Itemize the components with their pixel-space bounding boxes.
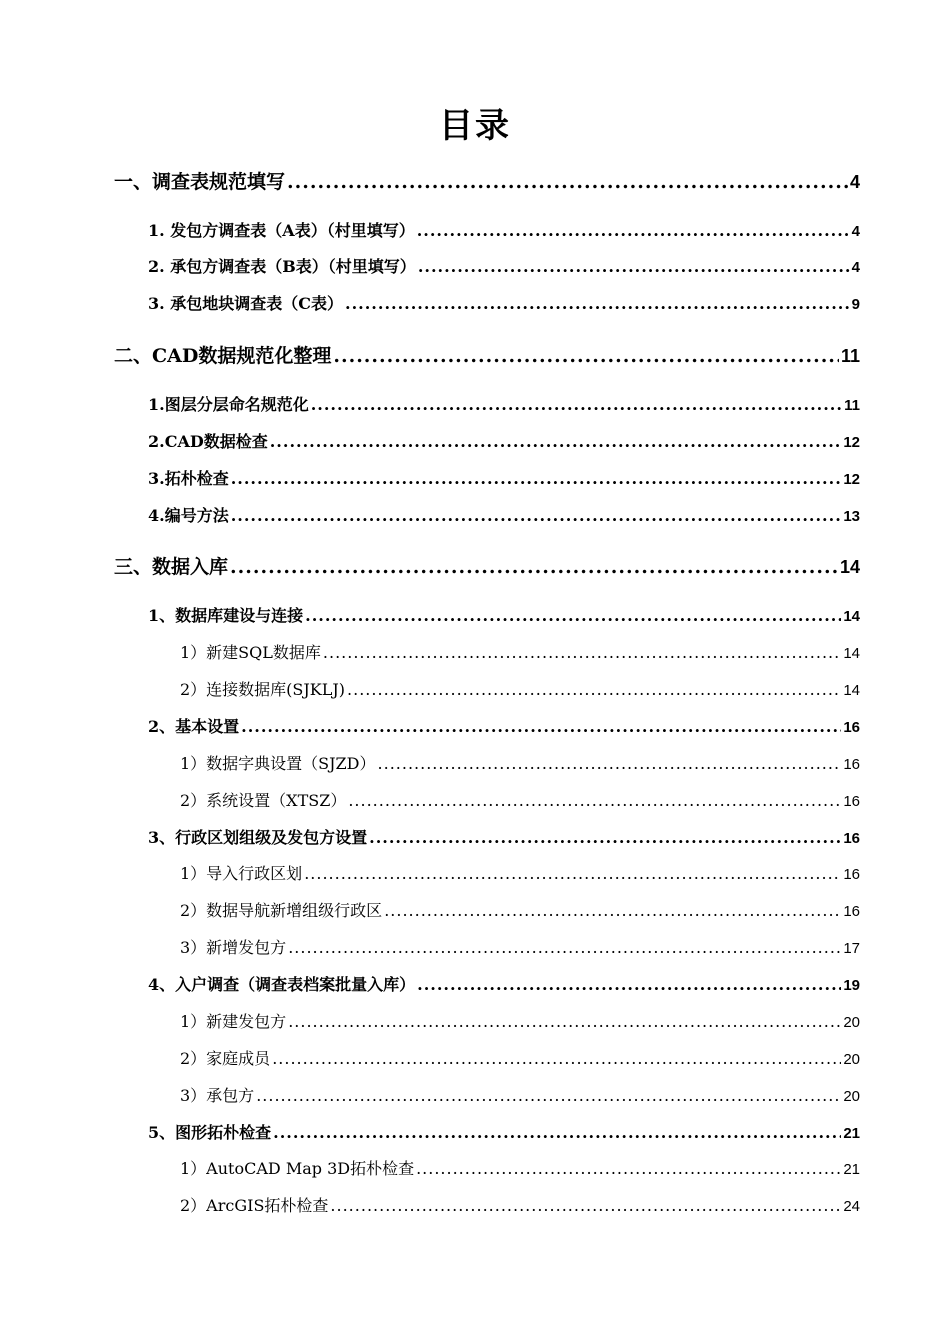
toc-entry-label: 1.图层分层命名规范化 (148, 395, 309, 414)
toc-entry-page-number: 4 (851, 259, 860, 276)
toc-entry[interactable] (114, 168, 860, 196)
toc-dot-leader (369, 826, 841, 850)
toc-dot-leader (416, 1157, 841, 1181)
toc-entry-page-number: 21 (843, 1161, 860, 1178)
toc-entry-page-number: 24 (843, 1198, 860, 1215)
toc-entry-page-number: 20 (843, 1014, 860, 1031)
toc-dot-leader (417, 219, 850, 243)
toc-entry-page-number: 14 (843, 608, 860, 625)
toc-dot-leader (347, 678, 841, 702)
toc-dot-leader (230, 553, 838, 581)
toc-entry-page-number: 20 (843, 1051, 860, 1068)
toc-dot-leader (288, 936, 841, 960)
toc-entry-label: 1. 发包方调查表（A表）（村里填写） (148, 221, 415, 240)
toc-entry-label: 1）导入行政区划 (180, 864, 303, 883)
toc-dot-leader (231, 504, 842, 528)
toc-entry-label: 三、数据入库 (114, 556, 229, 578)
toc-entry-page-number: 11 (840, 346, 860, 366)
toc-dot-leader (311, 393, 842, 417)
toc-entry-page-number: 13 (843, 508, 860, 525)
toc-entry[interactable] (148, 219, 860, 243)
toc-entry-page-number: 4 (849, 172, 860, 192)
toc-dot-leader (378, 752, 842, 776)
toc-entry-label: 2）系统设置（XTSZ） (180, 791, 347, 810)
toc-entry[interactable] (180, 899, 860, 923)
toc-entry-page-number: 17 (843, 940, 860, 957)
toc-entry[interactable] (180, 678, 860, 702)
toc-entry[interactable] (148, 973, 860, 997)
toc-entry[interactable] (180, 789, 860, 813)
toc-entry-label: 2. 承包方调查表（B表）（村里填写） (148, 257, 416, 276)
toc-entry[interactable] (148, 292, 860, 316)
toc-entry-label: 一、调查表规范填写 (114, 171, 286, 193)
toc-entry-label: 3、行政区划组级及发包方设置 (148, 828, 368, 847)
toc-dot-leader (384, 899, 841, 923)
toc-dot-leader (304, 862, 841, 886)
toc-title: 目录 (439, 106, 511, 146)
toc-dot-leader (348, 789, 841, 813)
toc-entry[interactable] (180, 1194, 860, 1218)
toc-entry-label: 1、数据库建设与连接 (148, 606, 304, 625)
toc-entry[interactable] (148, 715, 860, 739)
toc-dot-leader (305, 604, 841, 628)
toc-dot-leader (273, 1121, 841, 1145)
toc-dot-leader (323, 641, 841, 665)
toc-entry-page-number: 16 (843, 756, 860, 773)
toc-entry-label: 2）连接数据库(SJKLJ) (180, 680, 346, 699)
toc-entry-page-number: 20 (843, 1088, 860, 1105)
toc-entry-label: 3）新增发包方 (180, 938, 287, 957)
toc-dot-leader (417, 973, 841, 997)
toc-entry[interactable] (180, 1047, 860, 1071)
toc-entry-page-number: 11 (844, 397, 860, 414)
toc-dot-leader (345, 292, 850, 316)
toc-dot-leader (270, 430, 842, 454)
toc-entry[interactable] (180, 862, 860, 886)
toc-entry-label: 2）家庭成员 (180, 1049, 271, 1068)
toc-dot-leader (272, 1047, 841, 1071)
toc-entry-page-number: 16 (843, 719, 860, 736)
toc-entry-label: 4.编号方法 (148, 506, 229, 525)
toc-entry-page-number: 9 (851, 296, 860, 313)
toc-dot-leader (418, 255, 850, 279)
toc-entry-label: 二、CAD数据规范化整理 (114, 345, 332, 367)
toc-entry-page-number: 12 (843, 434, 860, 451)
toc-dot-leader (333, 342, 839, 370)
toc-entry-label: 2、基本设置 (148, 717, 240, 736)
toc-entry-label: 3.拓朴检查 (148, 469, 229, 488)
toc-entry-page-number: 16 (843, 903, 860, 920)
toc-entry-label: 3）承包方 (180, 1086, 255, 1105)
toc-dot-leader (287, 168, 848, 196)
toc-entry-label: 1）新建发包方 (180, 1012, 287, 1031)
toc-entry-label: 2）ArcGIS拓朴检查 (180, 1196, 329, 1215)
toc-entry[interactable] (148, 467, 860, 491)
toc-entry-page-number: 12 (843, 471, 860, 488)
toc-entry[interactable] (180, 1157, 860, 1181)
toc-entry-page-number: 4 (851, 223, 860, 240)
toc-entry[interactable] (148, 504, 860, 528)
toc-entry[interactable] (180, 1084, 860, 1108)
toc-entry-label: 1）新建SQL数据库 (180, 643, 321, 662)
toc-dot-leader (241, 715, 841, 739)
toc-entry-label: 2）数据导航新增组级行政区 (180, 901, 383, 920)
toc-dot-leader (256, 1084, 841, 1108)
toc-entry[interactable] (148, 430, 860, 454)
toc-dot-leader (231, 467, 842, 491)
toc-entry-page-number: 16 (843, 866, 860, 883)
toc-entry[interactable] (180, 752, 860, 776)
toc-entry[interactable] (180, 641, 860, 665)
toc-entry-label: 2.CAD数据检查 (148, 432, 268, 451)
toc-entry-label: 1）数据字典设置（SJZD） (180, 754, 376, 773)
toc-entry[interactable] (148, 604, 860, 628)
toc-entry[interactable] (114, 553, 860, 581)
toc-entry[interactable] (148, 255, 860, 279)
toc-entry-label: 4、入户调查（调查表档案批量入库） (148, 975, 416, 994)
toc-entry[interactable] (114, 342, 860, 370)
toc-entry-label: 1）AutoCAD Map 3D拓朴检查 (180, 1159, 415, 1178)
toc-entry-page-number: 16 (843, 830, 860, 847)
toc-entry-page-number: 14 (839, 557, 860, 577)
toc-entry[interactable] (180, 1010, 860, 1034)
toc-entry[interactable] (180, 936, 860, 960)
toc-entry[interactable] (148, 826, 860, 850)
toc-entry-page-number: 14 (843, 645, 860, 662)
toc-entry-page-number: 21 (843, 1125, 860, 1142)
toc-entry[interactable] (148, 1121, 860, 1145)
toc-dot-leader (288, 1010, 841, 1034)
toc-entry-page-number: 14 (843, 682, 860, 699)
toc-entry-label: 3. 承包地块调查表（C表） (148, 294, 344, 313)
toc-entry[interactable] (148, 393, 860, 417)
toc-dot-leader (330, 1194, 841, 1218)
toc-entry-label: 5、图形拓朴检查 (148, 1123, 272, 1142)
toc-entry-page-number: 16 (843, 793, 860, 810)
toc-entry-page-number: 19 (843, 977, 860, 994)
